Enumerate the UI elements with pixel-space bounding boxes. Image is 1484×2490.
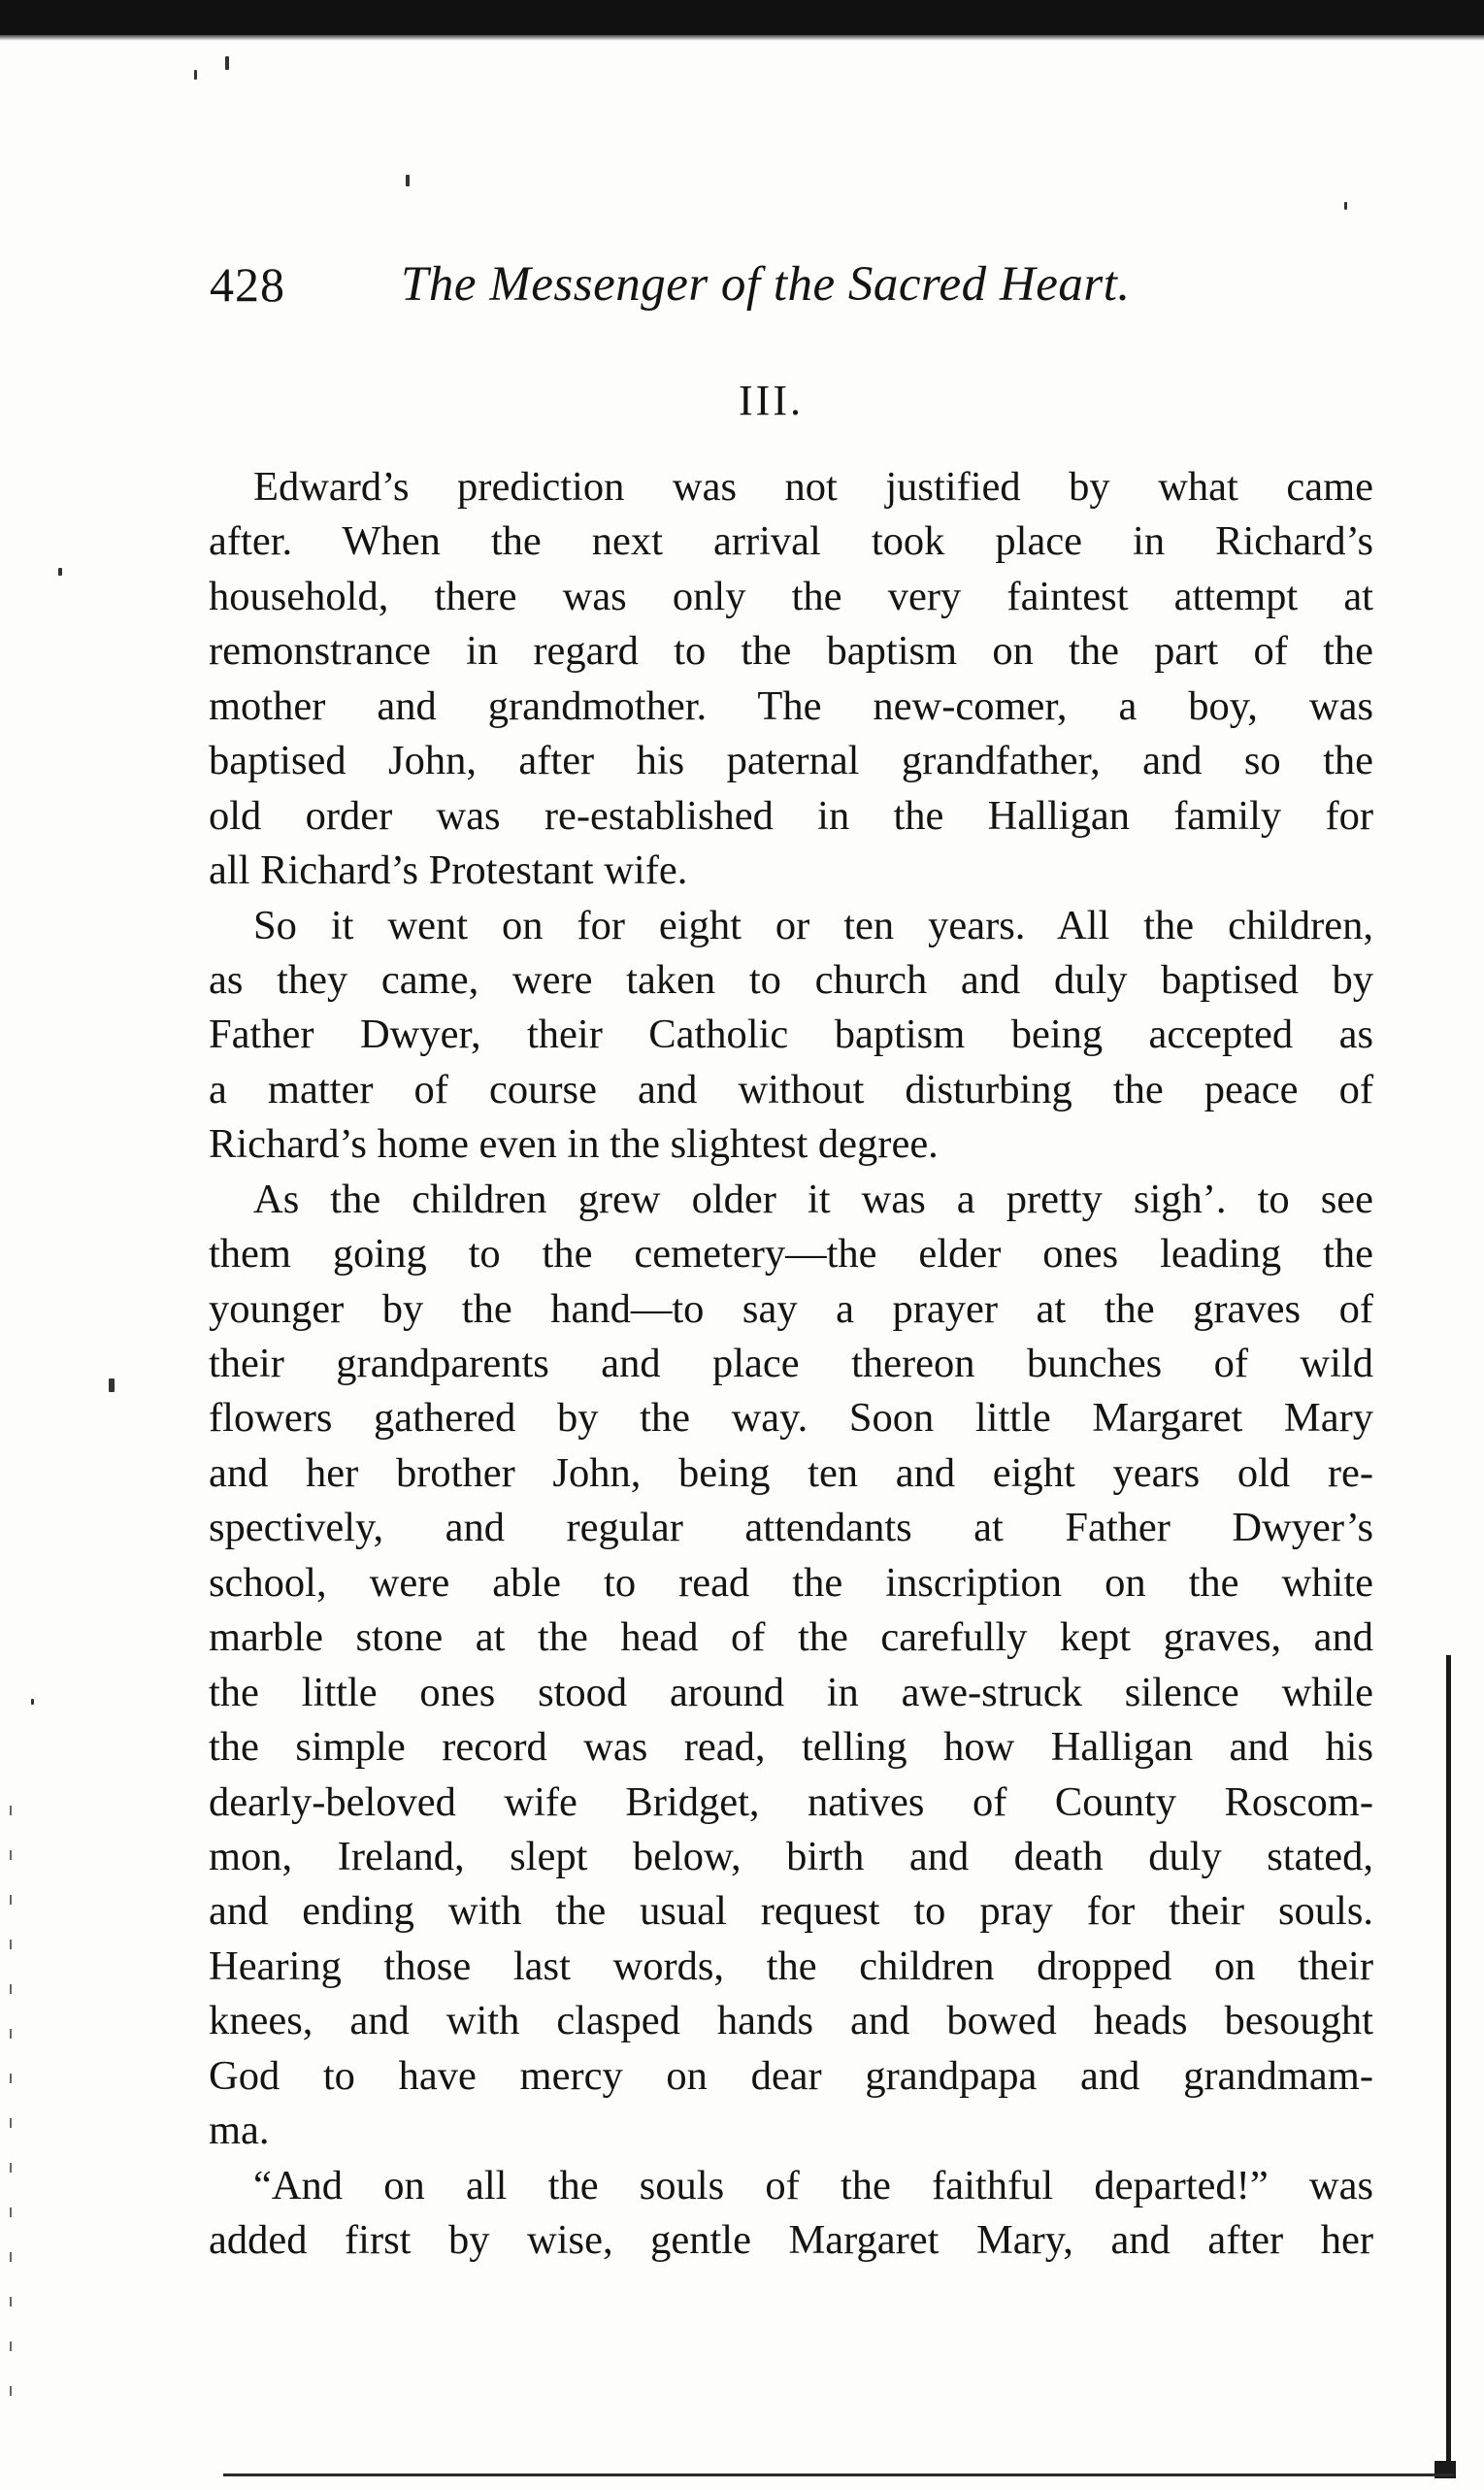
scan-speck xyxy=(58,568,62,576)
top-edge-shadow xyxy=(0,35,1484,41)
right-page-border xyxy=(1446,1655,1451,2475)
text-line: “And on all the souls of the faithful departed!” was xyxy=(253,2162,1373,2208)
scan-speck xyxy=(194,70,197,80)
text-line: and her brother John, being ten and eight years old re- xyxy=(209,1449,1373,1496)
text-line: As the children grew older it was a pretty sigh’. to see xyxy=(253,1176,1373,1222)
text-line: the little ones stood around in awe-struck silence while xyxy=(209,1669,1373,1715)
scan-speck xyxy=(109,1378,115,1392)
scan-speck xyxy=(1344,202,1347,210)
text-line: knees, and with clasped hands and bowed heads besought xyxy=(209,1998,1373,2044)
text-line: Edward’s prediction was not justified by what came xyxy=(253,464,1373,510)
text-line: younger by the hand—to say a prayer at the graves of xyxy=(209,1285,1373,1332)
text-line: So it went on for eight or ten years. All the children, xyxy=(253,902,1373,948)
scan-speck xyxy=(406,175,410,186)
text-line: Richard’s home even in the slightest degree. xyxy=(209,1121,939,1168)
text-line: them going to the cemetery—the elder ones leading the xyxy=(209,1231,1373,1278)
top-edge-rule xyxy=(0,0,1484,35)
text-line: baptised John, after his paternal grandfather, and so the xyxy=(209,738,1373,784)
text-line: a matter of course and without disturbing the peace of xyxy=(209,1066,1373,1112)
text-line: after. When the next arrival took place in Richard’s xyxy=(209,518,1373,565)
text-line: mon, Ireland, slept below, birth and death duly stated, xyxy=(209,1833,1373,1879)
running-header xyxy=(210,250,1374,318)
text-line: spectively, and regular attendants at Father Dwyer’s xyxy=(209,1505,1373,1551)
scan-speck xyxy=(31,1699,34,1705)
scan-speck xyxy=(225,56,229,70)
bottom-page-rule xyxy=(223,2473,1454,2476)
text-line: God to have mercy on dear grandpapa and grandmam- xyxy=(209,2052,1373,2099)
text-line: all Richard’s Protestant wife. xyxy=(209,847,688,894)
left-margin-artifact xyxy=(10,1806,12,2427)
text-line: old order was re-established in the Halligan family for xyxy=(209,792,1373,839)
text-line: Father Dwyer, their Catholic baptism being accepted as xyxy=(209,1012,1373,1058)
text-line: dearly-beloved wife Bridget, natives of County Roscom- xyxy=(209,1778,1373,1825)
text-line: the simple record was read, telling how Halligan and his xyxy=(209,1724,1373,1771)
running-title: The Messenger of the Sacred Heart. xyxy=(401,257,1131,312)
text-line: ma. xyxy=(209,2108,270,2154)
text-line: marble stone at the head of the carefully kept graves, and xyxy=(209,1614,1373,1661)
text-line: school, were able to read the inscription on the white xyxy=(209,1559,1373,1606)
text-line: their grandparents and place thereon bunches of wild xyxy=(209,1341,1373,1386)
section-heading: III. xyxy=(739,377,804,424)
text-line: as they came, were taken to church and duly baptised by xyxy=(209,956,1373,1003)
text-line: remonstrance in regard to the baptism on the part of the xyxy=(209,628,1373,675)
text-line: household, there was only the very faintest attempt at xyxy=(209,573,1373,619)
text-line: mother and grandmother. The new-comer, a boy, was xyxy=(209,682,1373,729)
text-line: and ending with the usual request to pray for their souls. xyxy=(209,1888,1373,1935)
text-line: added first by wise, gentle Margaret Mary, and after her xyxy=(209,2217,1373,2263)
body-text xyxy=(209,460,1373,2268)
text-line: Hearing those last words, the children dropped on their xyxy=(209,1942,1373,1989)
text-line: flowers gathered by the way. Soon little Margaret Mary xyxy=(209,1395,1373,1442)
page-number: 428 xyxy=(210,257,285,312)
